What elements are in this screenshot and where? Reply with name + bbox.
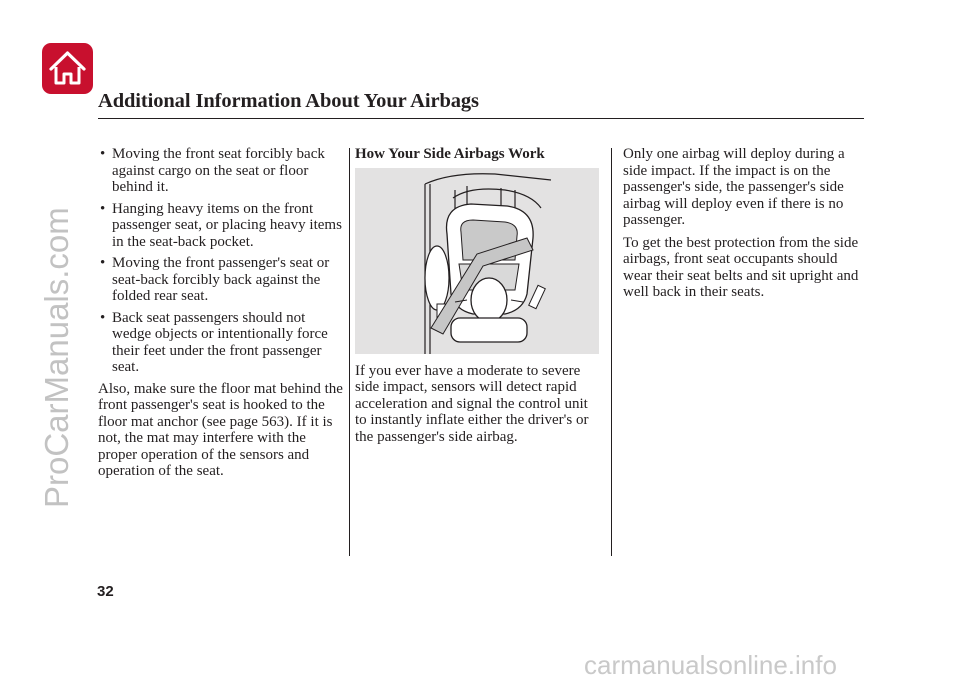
column-right	[623, 146, 865, 301]
page-title: Additional Information About Your Airbags	[98, 90, 479, 112]
home-icon	[42, 43, 93, 94]
list-item-text: Moving the front seat forcibly back against cargo on the seat or floor behind it.	[112, 146, 325, 195]
column-divider	[349, 148, 350, 556]
column-left	[98, 146, 343, 480]
list-item	[98, 201, 343, 251]
column-middle	[355, 146, 601, 445]
page-number: 32	[97, 583, 114, 600]
section-heading: How Your Side Airbags Work	[355, 146, 545, 162]
side-impact-paragraph: If you ever have a moderate to severe side impact, sensors will detect rapid acceleration and signal the control unit to instantly inflate either the driver's or the passenger's side airbag.	[355, 362, 589, 445]
bullet-icon: •	[100, 146, 106, 162]
header-rule	[98, 118, 864, 119]
list-item-text: Hanging heavy items on the front passenger seat, or placing heavy items in the seat-back pocket.	[112, 200, 342, 250]
watermark-bottom: carmanualsonline.info	[584, 650, 837, 680]
protection-paragraph: To get the best protection from the side airbags, front seat occupants should wear their seat belts and sit upright and well back in their seats.	[623, 234, 859, 300]
list-item-text: Moving the front passenger's seat or seat-back forcibly back against the folded rear seat.	[112, 255, 330, 304]
side-airbag-illustration	[355, 168, 599, 354]
bullet-icon: •	[100, 255, 106, 271]
bullet-icon: •	[100, 200, 106, 217]
column-divider	[611, 148, 612, 556]
watermark-left: ProCarManuals.com	[38, 207, 75, 508]
bullet-list	[98, 146, 343, 376]
list-item	[98, 146, 343, 196]
list-item	[98, 255, 343, 305]
home-button[interactable]	[42, 43, 93, 94]
bullet-icon: •	[100, 309, 106, 326]
deploy-paragraph: Only one airbag will deploy during a side impact. If the impact is on the passenger's side, the passenger's side airbag will deploy even if there is no passenger.	[623, 146, 845, 228]
list-item	[98, 310, 343, 376]
list-item-text: Back seat passengers should not wedge objects or intentionally force their feet under the front passenger seat.	[112, 309, 328, 375]
floor-mat-paragraph: Also, make sure the floor mat behind the front passenger's seat is hooked to the floor mat anchor (see page 563). If it is not, the mat may interfere with the proper operation of the sensors and operation of the seat.	[98, 380, 343, 479]
